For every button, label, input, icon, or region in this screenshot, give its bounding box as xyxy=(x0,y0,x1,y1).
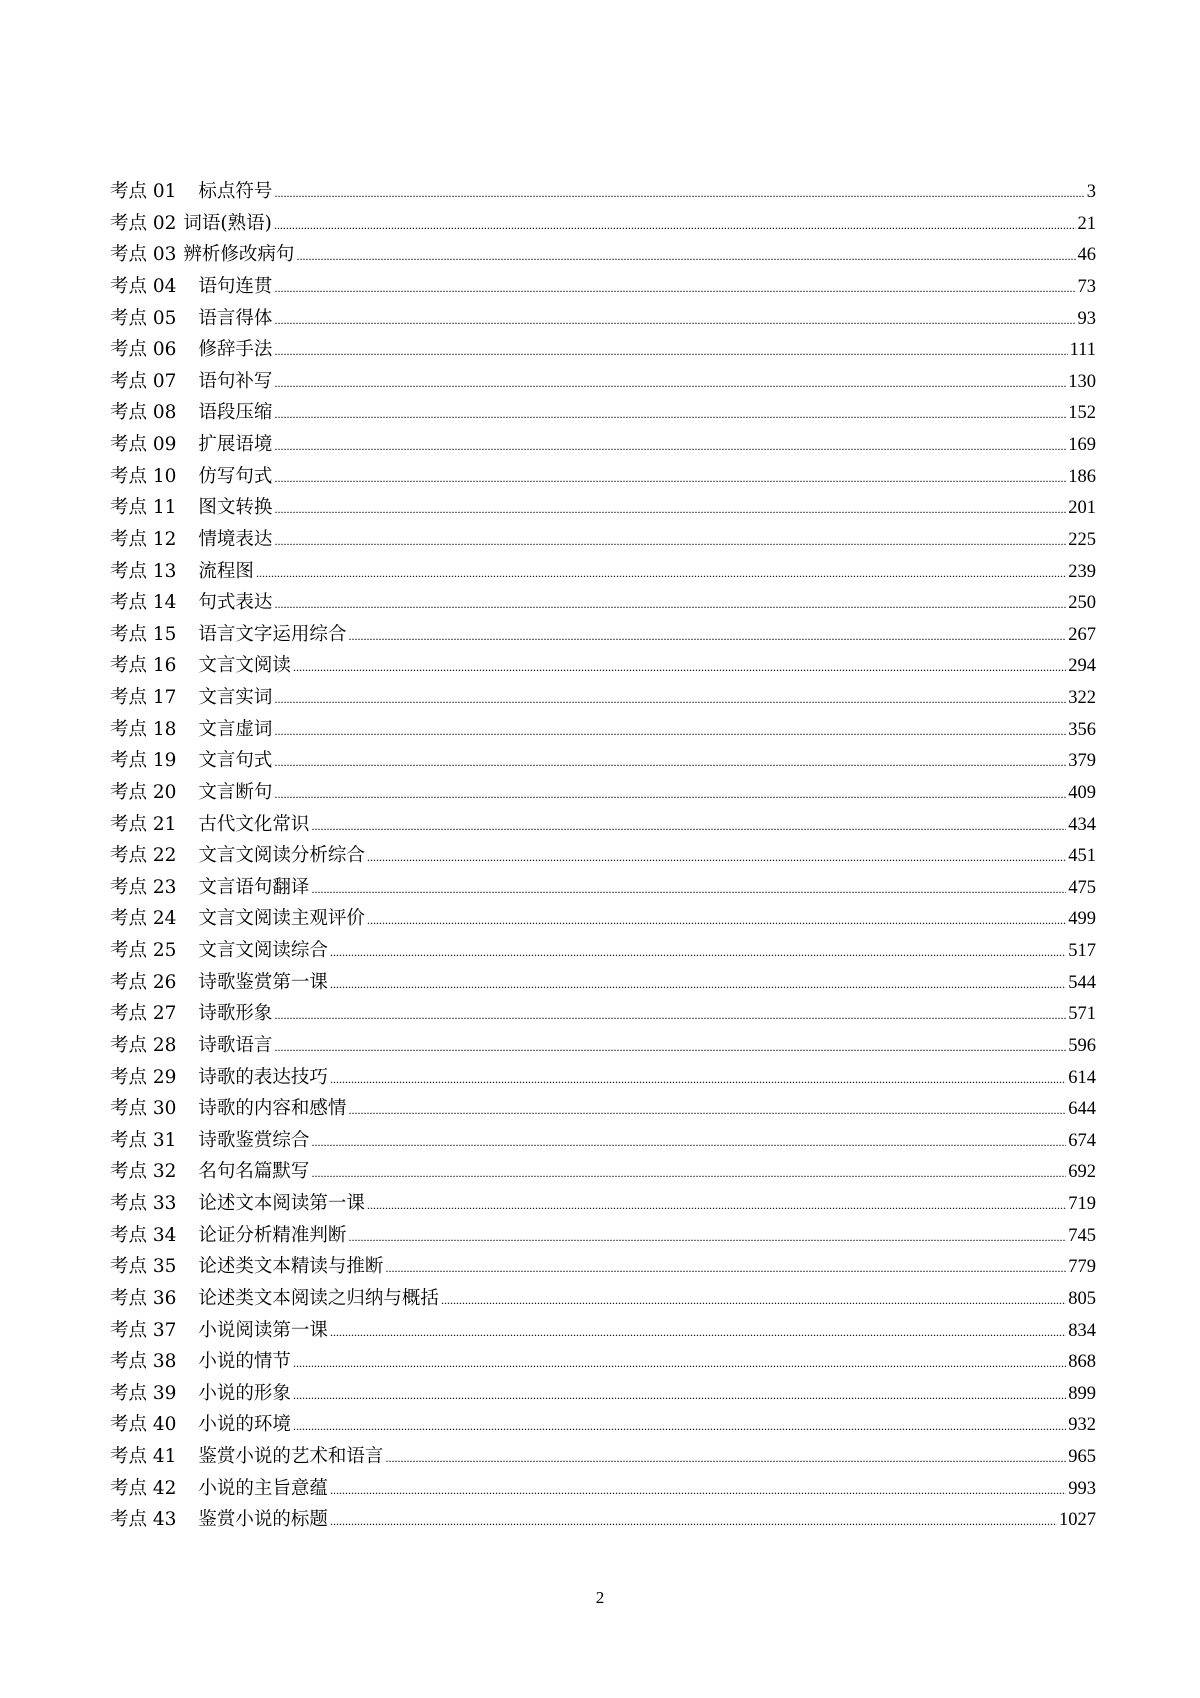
toc-dot-leader xyxy=(274,273,1075,305)
toc-entry-title: 修辞手法 xyxy=(198,339,273,361)
toc-entry[interactable] xyxy=(110,650,1096,682)
toc-dot-leader xyxy=(274,305,1075,337)
toc-entry-label xyxy=(110,1473,328,1505)
toc-entry-label xyxy=(110,303,272,335)
toc-entry-title: 小说的形象 xyxy=(198,1382,291,1404)
toc-entry[interactable] xyxy=(110,967,1096,999)
toc-entry-title: 诗歌语言 xyxy=(198,1034,273,1056)
toc-entry-title: 论证分析精准判断 xyxy=(198,1224,347,1246)
toc-entry-title: 仿写句式 xyxy=(198,465,273,487)
toc-entry-label xyxy=(110,650,291,682)
toc-entry-label xyxy=(110,777,272,809)
toc-entry-label xyxy=(110,967,328,999)
toc-entry-label xyxy=(110,208,272,240)
toc-entry-page: 169 xyxy=(1068,435,1096,455)
toc-entry[interactable] xyxy=(110,1156,1096,1188)
toc-entry-label xyxy=(110,461,272,493)
toc-entry-page: 379 xyxy=(1068,751,1096,772)
toc-entry-label xyxy=(110,840,365,872)
toc-entry-label xyxy=(110,334,272,366)
toc-dot-leader xyxy=(293,1380,1066,1412)
toc-entry-number: 考点 06 xyxy=(110,339,177,361)
toc-entry-number: 考点 12 xyxy=(110,528,177,550)
toc-dot-leader xyxy=(274,747,1066,779)
toc-entry-label xyxy=(110,1125,309,1157)
toc-dot-leader xyxy=(274,1032,1066,1064)
toc-entry-number: 考点 14 xyxy=(110,592,177,614)
toc-entry[interactable] xyxy=(110,461,1096,493)
toc-entry[interactable] xyxy=(110,1030,1096,1062)
toc-entry-page: 544 xyxy=(1068,972,1096,993)
toc-entry-label xyxy=(110,903,365,935)
toc-entry-title: 句式表达 xyxy=(198,592,273,614)
toc-entry-number: 考点 30 xyxy=(110,1098,177,1120)
toc-entry-title: 情境表达 xyxy=(198,528,273,550)
toc-entry-title: 文言文阅读综合 xyxy=(198,940,328,961)
toc-entry-page: 499 xyxy=(1068,909,1096,930)
toc-entry-page: 932 xyxy=(1068,1415,1096,1436)
toc-entry-title: 小说阅读第一课 xyxy=(198,1319,328,1341)
toc-entry-label xyxy=(110,809,309,841)
toc-entry-page: 21 xyxy=(1077,213,1096,234)
toc-entry-label xyxy=(110,1220,346,1252)
toc-entry-page: 111 xyxy=(1069,340,1096,361)
toc-entry-page: 517 xyxy=(1068,941,1096,961)
toc-entry-label xyxy=(110,176,272,208)
toc-entry-number: 考点 07 xyxy=(110,370,177,392)
toc-entry-label xyxy=(110,524,272,556)
toc-entry-label xyxy=(110,1346,291,1378)
toc-entry-number: 考点 35 xyxy=(110,1256,177,1278)
toc-entry[interactable] xyxy=(110,1473,1096,1505)
toc-entry-number: 考点 25 xyxy=(110,940,177,961)
toc-entry-title: 文言实词 xyxy=(198,687,273,708)
toc-entry[interactable] xyxy=(110,1093,1096,1125)
toc-dot-leader xyxy=(311,874,1066,906)
toc-dot-leader xyxy=(274,589,1066,621)
toc-entry-title: 古代文化常识 xyxy=(198,813,310,835)
toc-entry-number: 考点 41 xyxy=(110,1446,177,1467)
toc-entry-page: 868 xyxy=(1068,1352,1096,1373)
toc-entry-label xyxy=(110,682,272,714)
toc-dot-leader xyxy=(293,1411,1066,1443)
toc-entry[interactable] xyxy=(110,935,1096,967)
toc-entry-number: 考点 23 xyxy=(110,876,177,898)
toc-entry-title: 论述类文本精读与推断 xyxy=(198,1256,384,1278)
toc-entry-label xyxy=(110,492,272,524)
toc-entry-title: 语句补写 xyxy=(198,370,273,392)
toc-entry[interactable] xyxy=(110,556,1096,588)
toc-dot-leader xyxy=(330,1475,1066,1507)
toc-entry[interactable] xyxy=(110,1062,1096,1094)
toc-entry-number: 考点 02 xyxy=(110,212,177,234)
toc-entry-number: 考点 38 xyxy=(110,1351,177,1373)
toc-entry[interactable] xyxy=(110,397,1096,429)
toc-entry-number: 考点 27 xyxy=(110,1003,177,1025)
toc-entry-page: 692 xyxy=(1068,1162,1096,1183)
toc-entry[interactable] xyxy=(110,745,1096,777)
toc-entry-title: 辨析修改病句 xyxy=(183,244,295,266)
toc-entry-number: 考点 19 xyxy=(110,750,177,772)
toc-entry-label xyxy=(110,745,272,777)
toc-entry-page: 130 xyxy=(1068,371,1096,392)
toc-entry[interactable] xyxy=(110,334,1096,366)
toc-entry-title: 文言语句翻译 xyxy=(198,876,310,898)
toc-dot-leader xyxy=(274,684,1066,716)
toc-entry-title: 语句连贯 xyxy=(198,275,273,297)
toc-entry-page: 965 xyxy=(1068,1447,1096,1467)
toc-entry[interactable] xyxy=(110,366,1096,398)
toc-entry-page: 644 xyxy=(1068,1099,1096,1120)
toc-entry-number: 考点 24 xyxy=(110,908,177,930)
toc-entry[interactable] xyxy=(110,714,1096,746)
toc-entry-title: 小说的环境 xyxy=(198,1414,291,1436)
toc-entry-title: 语言得体 xyxy=(198,307,273,329)
toc-entry[interactable] xyxy=(110,1315,1096,1347)
table-of-contents xyxy=(110,176,1096,1536)
toc-entry[interactable] xyxy=(110,1251,1096,1283)
toc-entry-label xyxy=(110,239,294,271)
toc-entry-title: 文言断句 xyxy=(198,781,273,803)
toc-dot-leader xyxy=(274,178,1084,210)
toc-entry-title: 文言虚词 xyxy=(198,718,273,740)
toc-entry[interactable] xyxy=(110,271,1096,303)
toc-entry-number: 考点 20 xyxy=(110,781,177,803)
toc-entry-label xyxy=(110,619,346,651)
toc-entry[interactable] xyxy=(110,1441,1096,1473)
toc-dot-leader xyxy=(330,937,1066,969)
toc-entry[interactable] xyxy=(110,1504,1096,1536)
toc-entry-number: 考点 34 xyxy=(110,1224,177,1246)
toc-entry[interactable] xyxy=(110,619,1096,651)
toc-entry-page: 356 xyxy=(1068,719,1096,740)
toc-entry-title: 扩展语境 xyxy=(198,434,273,455)
toc-dot-leader xyxy=(367,905,1066,937)
toc-entry-label xyxy=(110,1409,291,1441)
toc-dot-leader xyxy=(311,1158,1066,1190)
toc-entry-number: 考点 40 xyxy=(110,1414,177,1436)
toc-entry-number: 考点 32 xyxy=(110,1161,177,1183)
toc-entry-label xyxy=(110,1093,346,1125)
toc-entry-label xyxy=(110,556,254,588)
toc-entry-page: 834 xyxy=(1068,1320,1096,1341)
toc-entry-title: 小说的主旨意蕴 xyxy=(198,1477,328,1499)
toc-dot-leader xyxy=(274,210,1076,242)
toc-dot-leader xyxy=(311,811,1066,843)
toc-entry-label xyxy=(110,872,309,904)
toc-entry[interactable] xyxy=(110,1346,1096,1378)
toc-entry[interactable] xyxy=(110,1283,1096,1315)
toc-entry-label xyxy=(110,1504,328,1536)
toc-dot-leader xyxy=(274,431,1066,463)
toc-entry-page: 434 xyxy=(1068,814,1096,835)
toc-entry-page: 46 xyxy=(1077,245,1096,266)
toc-entry-number: 考点 17 xyxy=(110,687,177,708)
toc-dot-leader xyxy=(274,526,1066,558)
toc-entry[interactable] xyxy=(110,208,1096,240)
toc-entry-number: 考点 16 xyxy=(110,655,177,677)
toc-entry-title: 鉴赏小说的艺术和语言 xyxy=(198,1446,384,1467)
toc-entry-number: 考点 37 xyxy=(110,1319,177,1341)
toc-entry-page: 294 xyxy=(1068,656,1096,677)
toc-entry-title: 诗歌形象 xyxy=(198,1003,273,1025)
toc-entry-page: 73 xyxy=(1077,276,1096,297)
toc-entry-label xyxy=(110,429,272,461)
toc-dot-leader xyxy=(330,1064,1066,1096)
toc-entry-page: 674 xyxy=(1068,1130,1096,1151)
toc-entry-page: 993 xyxy=(1068,1478,1096,1499)
toc-entry-title: 图文转换 xyxy=(198,497,273,519)
toc-dot-leader xyxy=(274,494,1066,526)
toc-entry-title: 诗歌的内容和感情 xyxy=(198,1098,347,1120)
toc-entry-title: 文言文阅读分析综合 xyxy=(198,845,365,867)
toc-entry-page: 250 xyxy=(1068,593,1096,614)
toc-entry[interactable] xyxy=(110,1409,1096,1441)
toc-entry-label xyxy=(110,1156,309,1188)
toc-entry-page: 596 xyxy=(1068,1035,1096,1056)
toc-entry[interactable] xyxy=(110,176,1096,208)
toc-entry-title: 文言文阅读 xyxy=(198,655,291,677)
toc-entry-number: 考点 22 xyxy=(110,845,177,867)
toc-entry-title: 流程图 xyxy=(198,560,254,582)
toc-entry-title: 诗歌的表达技巧 xyxy=(198,1066,328,1088)
toc-entry-page: 719 xyxy=(1068,1194,1096,1214)
toc-entry-label xyxy=(110,1441,383,1473)
toc-entry-label xyxy=(110,397,272,429)
toc-entry-number: 考点 26 xyxy=(110,971,177,993)
toc-entry-number: 考点 10 xyxy=(110,465,177,487)
toc-entry-number: 考点 36 xyxy=(110,1287,177,1309)
toc-dot-leader xyxy=(256,558,1066,590)
toc-entry-number: 考点 39 xyxy=(110,1382,177,1404)
toc-entry-label xyxy=(110,1378,291,1410)
toc-entry-number: 考点 05 xyxy=(110,307,177,329)
toc-entry[interactable] xyxy=(110,1125,1096,1157)
toc-entry-number: 考点 11 xyxy=(110,497,177,519)
toc-entry[interactable] xyxy=(110,840,1096,872)
toc-dot-leader xyxy=(274,463,1066,495)
toc-entry-title: 语段压缩 xyxy=(198,402,273,424)
toc-entry[interactable] xyxy=(110,903,1096,935)
toc-dot-leader xyxy=(367,1190,1066,1222)
toc-dot-leader xyxy=(274,779,1066,811)
toc-entry-number: 考点 29 xyxy=(110,1066,177,1088)
toc-dot-leader xyxy=(367,842,1066,874)
toc-entry[interactable] xyxy=(110,587,1096,619)
toc-entry[interactable] xyxy=(110,429,1096,461)
toc-dot-leader xyxy=(330,969,1066,1001)
toc-entry-number: 考点 03 xyxy=(110,244,177,266)
toc-entry-page: 152 xyxy=(1068,403,1096,424)
toc-entry-number: 考点 21 xyxy=(110,813,177,835)
toc-entry-page: 3 xyxy=(1086,182,1096,202)
toc-entry-page: 409 xyxy=(1068,782,1096,803)
toc-entry-label xyxy=(110,366,272,398)
toc-entry-number: 考点 04 xyxy=(110,275,177,297)
toc-entry-title: 文言句式 xyxy=(198,750,273,772)
toc-entry-page: 267 xyxy=(1068,624,1096,645)
toc-entry-page: 186 xyxy=(1068,466,1096,487)
toc-dot-leader xyxy=(274,336,1067,368)
toc-entry[interactable] xyxy=(110,303,1096,335)
toc-entry-number: 考点 13 xyxy=(110,560,177,582)
toc-dot-leader xyxy=(274,716,1066,748)
toc-entry-page: 93 xyxy=(1077,308,1096,329)
toc-entry-page: 745 xyxy=(1068,1225,1096,1246)
toc-dot-leader xyxy=(274,368,1066,400)
toc-entry[interactable] xyxy=(110,239,1096,271)
toc-entry[interactable] xyxy=(110,777,1096,809)
toc-entry-page: 225 xyxy=(1068,529,1096,550)
toc-entry-label xyxy=(110,1062,328,1094)
toc-entry-number: 考点 18 xyxy=(110,718,177,740)
toc-entry-title: 名句名篇默写 xyxy=(198,1161,310,1183)
toc-dot-leader xyxy=(296,241,1075,273)
toc-entry-number: 考点 28 xyxy=(110,1034,177,1056)
toc-dot-leader xyxy=(348,1095,1066,1127)
toc-entry-page: 322 xyxy=(1068,688,1096,708)
toc-entry-title: 诗歌鉴赏第一课 xyxy=(198,971,328,993)
toc-dot-leader xyxy=(348,621,1066,653)
toc-entry-page: 779 xyxy=(1068,1257,1096,1278)
toc-entry-title: 词语(熟语) xyxy=(183,212,272,234)
toc-entry-title: 论述文本阅读第一课 xyxy=(198,1193,365,1214)
toc-entry-number: 考点 33 xyxy=(110,1193,177,1214)
toc-entry[interactable] xyxy=(110,492,1096,524)
toc-entry-title: 诗歌鉴赏综合 xyxy=(198,1129,310,1151)
toc-entry[interactable] xyxy=(110,809,1096,841)
toc-entry-label xyxy=(110,1188,365,1220)
toc-entry[interactable] xyxy=(110,872,1096,904)
toc-entry-page: 239 xyxy=(1068,561,1096,582)
toc-entry-number: 考点 42 xyxy=(110,1477,177,1499)
toc-entry-number: 考点 43 xyxy=(110,1509,177,1531)
toc-entry[interactable] xyxy=(110,1378,1096,1410)
toc-dot-leader xyxy=(311,1127,1066,1159)
toc-entry-number: 考点 31 xyxy=(110,1129,177,1151)
toc-entry[interactable] xyxy=(110,1188,1096,1220)
toc-dot-leader xyxy=(274,399,1066,431)
toc-entry-title: 论述类文本阅读之归纳与概括 xyxy=(198,1287,439,1309)
toc-entry-label xyxy=(110,587,272,619)
toc-dot-leader xyxy=(348,1222,1066,1254)
toc-entry-label xyxy=(110,935,328,967)
toc-dot-leader xyxy=(293,652,1066,684)
toc-entry-label xyxy=(110,271,272,303)
toc-entry-number: 考点 15 xyxy=(110,623,177,645)
toc-entry-label xyxy=(110,998,272,1030)
toc-entry-label xyxy=(110,1251,383,1283)
toc-entry-title: 小说的情节 xyxy=(198,1351,291,1373)
page-number: 2 xyxy=(595,1588,605,1607)
toc-entry[interactable] xyxy=(110,998,1096,1030)
toc-entry[interactable] xyxy=(110,524,1096,556)
toc-entry-label xyxy=(110,1283,439,1315)
toc-entry[interactable] xyxy=(110,682,1096,714)
toc-entry-label xyxy=(110,1030,272,1062)
toc-dot-leader xyxy=(293,1348,1066,1380)
toc-dot-leader xyxy=(330,1506,1057,1538)
toc-entry-page: 614 xyxy=(1068,1067,1096,1088)
toc-entry-title: 鉴赏小说的标题 xyxy=(198,1509,328,1531)
toc-entry-page: 201 xyxy=(1068,498,1096,519)
toc-entry-page: 1027 xyxy=(1059,1510,1096,1531)
toc-dot-leader xyxy=(385,1253,1066,1285)
toc-entry-number: 考点 09 xyxy=(110,434,177,455)
toc-entry-title: 语言文字运用综合 xyxy=(198,623,347,645)
toc-entry-title: 标点符号 xyxy=(198,181,273,202)
toc-entry-number: 考点 01 xyxy=(110,181,177,202)
toc-dot-leader xyxy=(385,1443,1066,1475)
toc-entry-label xyxy=(110,714,272,746)
toc-entry-page: 805 xyxy=(1068,1288,1096,1309)
toc-entry-page: 571 xyxy=(1068,1004,1096,1025)
toc-entry[interactable] xyxy=(110,1220,1096,1252)
toc-entry-page: 899 xyxy=(1068,1383,1096,1404)
toc-dot-leader xyxy=(274,1000,1066,1032)
toc-entry-number: 考点 08 xyxy=(110,402,177,424)
toc-dot-leader xyxy=(441,1285,1066,1317)
toc-entry-title: 文言文阅读主观评价 xyxy=(198,908,365,930)
toc-entry-label xyxy=(110,1315,328,1347)
toc-dot-leader xyxy=(330,1317,1066,1349)
toc-entry-page: 475 xyxy=(1068,877,1096,898)
toc-entry-page: 451 xyxy=(1068,846,1096,867)
